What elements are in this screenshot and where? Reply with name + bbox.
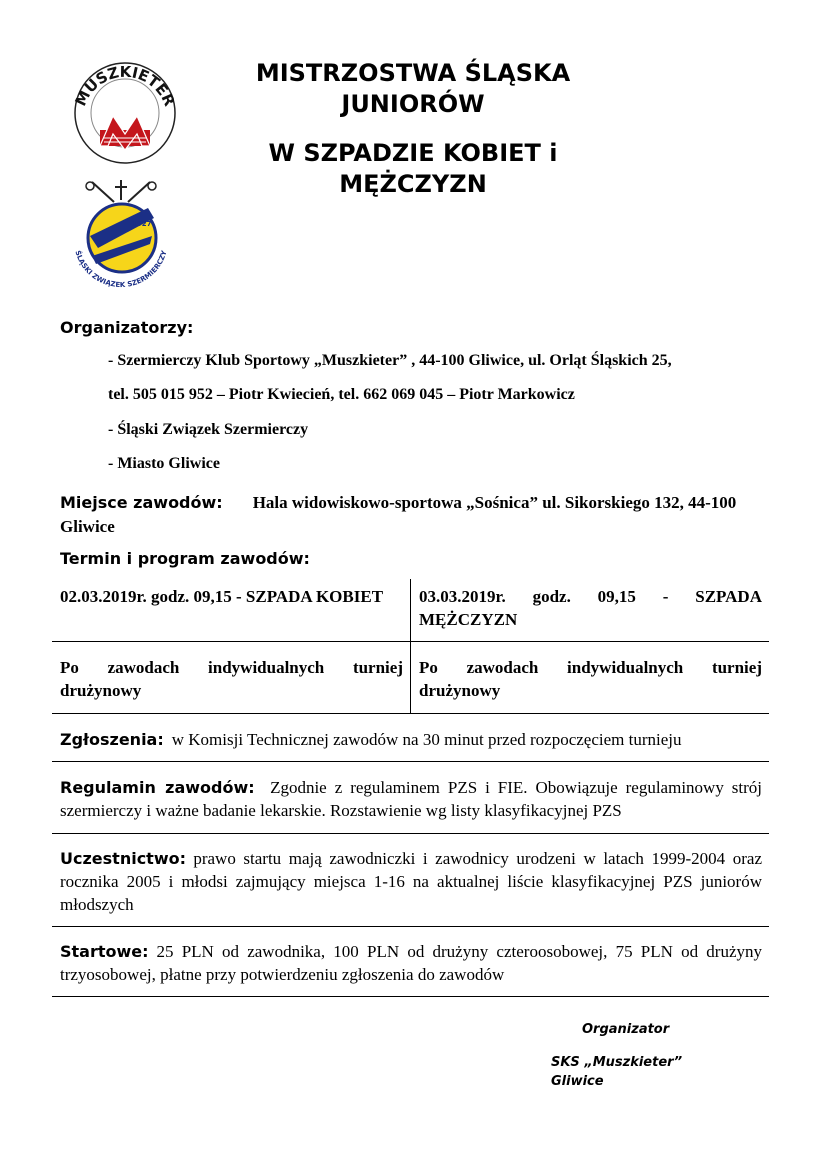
organizers-label: Organizatorzy: [60,318,194,337]
muszkieter-logo-text: MUSZKIETER [71,62,179,109]
registration-text: w Komisji Technicznej zawodów na 30 minut przed rozpoczęciem turnieju [171,730,682,749]
table-rule [52,713,769,714]
section-rule [52,761,769,762]
schedule-label: Termin i program zawodów: [60,549,310,568]
schedule-cell-day1: 02.03.2019r. godz. 09,15 - SZPADA KOBIET [60,587,384,606]
signature-label: Organizator [582,1022,670,1037]
venue-label: Miejsce zawodów: [60,493,223,512]
title-line-1: MISTRZOSTWA ŚLĄSKA [255,59,571,87]
participation-text: prawo startu mają zawodniczki i zawodnicy urodzeni w latach 1999-2004 oraz rocznika 2005 i młodsi zajmujący miejsca 1-16 na aktualnej liście klasyfikacyjnej PZS juniorów młodszych [60,849,762,914]
title-block-2 [200,138,626,200]
registration-label: Zgłoszenia: [60,730,164,749]
schedule-cell-day2: 03.03.2019r. godz. 09,15 - SZPADA MĘŻCZYZN [419,587,762,629]
venue-block [60,491,760,539]
szs-logo-text: ŚLĄSKI ZWIĄZEK SZERMIERCZY [73,249,169,290]
szs-logo-year: 1927 [132,220,152,228]
entry-fee-label: Startowe: [60,942,149,961]
schedule-cell-team1: Po zawodach indywidualnych turniej drużynowy [60,658,403,700]
entry-fee-section [60,941,762,987]
signature-block [551,1053,682,1091]
title-line-4: MĘŻCZYZN [339,170,487,198]
rules-text: Zgodnie z regulaminem PZS i FIE. Obowiązuje regulaminowy strój szermierczy i ważne badanie lekarskie. Rozstawienie wg listy klasyfikacyjnej PZS [60,778,763,820]
registration-section [60,729,762,752]
participation-section [60,848,762,917]
title-block-1 [200,58,626,120]
organizer-line: tel. 505 015 952 – Piotr Kwiecień, tel. 662 069 045 – Piotr Markowicz [108,386,575,403]
table-divider [410,579,411,713]
venue-text: Hala widowiskowo-sportowa „Sośnica” ul. Sikorskiego 132, 44-100 Gliwice [60,493,737,536]
organizer-line: - Śląski Związek Szermierczy [108,421,309,438]
signature-name: SKS „Muszkieter” [551,1055,683,1070]
organizer-line: - Miasto Gliwice [108,455,220,472]
section-rule [52,926,769,927]
title-line-2: JUNIORÓW [341,90,485,118]
entry-fee-text: 25 PLN od zawodnika, 100 PLN od drużyny czteroosobowej, 75 PLN od drużyny trzyosobowej, płatne przy potwierdzeniu zgłoszenia do zawodów [60,942,762,984]
section-rule [52,833,769,834]
title-line-3: W SZPADZIE KOBIET i [268,139,558,167]
section-rule [52,996,769,997]
szs-logo [62,178,180,296]
rules-label: Regulamin zawodów: [60,778,255,797]
muszkieter-logo [70,58,180,168]
rules-section [60,777,762,823]
schedule-cell-team2: Po zawodach indywidualnych turniej drużynowy [419,658,762,700]
organizer-line: - Szermierczy Klub Sportowy „Muszkieter” , 44-100 Gliwice, ul. Orląt Śląskich 25, [108,352,672,369]
signature-city: Gliwice [551,1074,604,1089]
table-rule [52,641,769,642]
participation-label: Uczestnictwo: [60,849,186,868]
